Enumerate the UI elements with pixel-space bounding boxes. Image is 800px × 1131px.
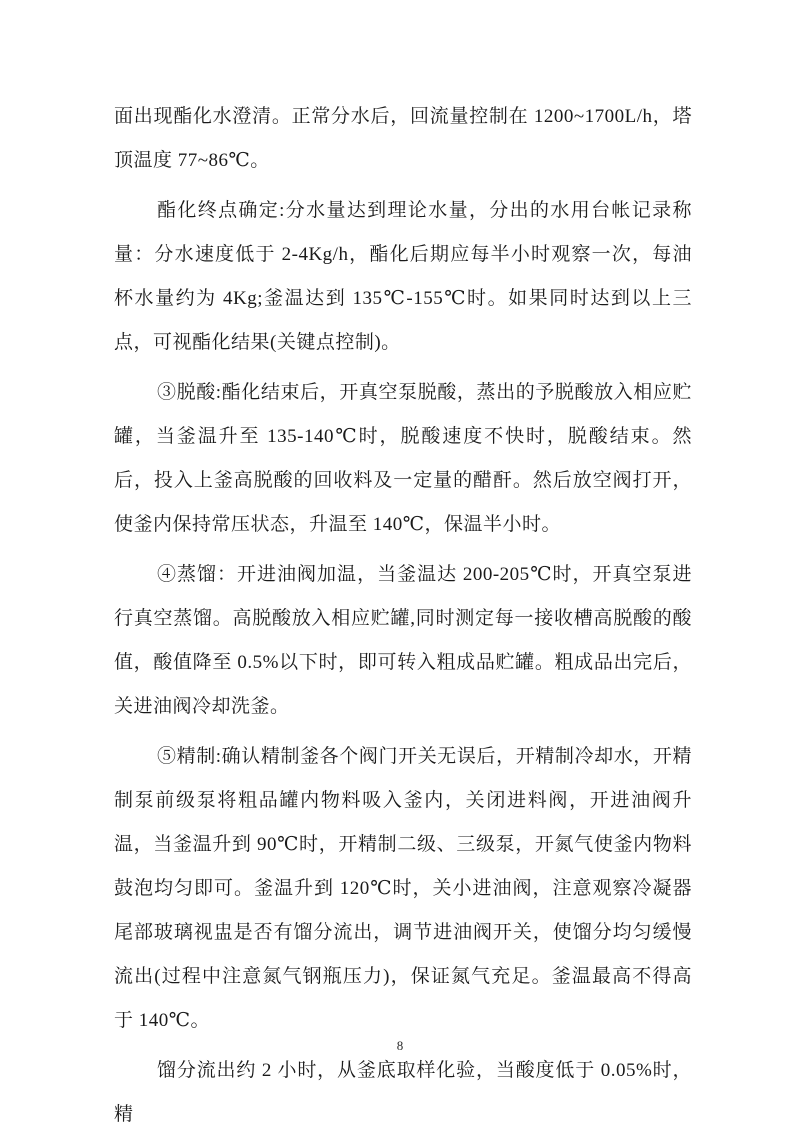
paragraph-fraction-outflow: 馏分流出约 2 小时，从釜底取样化验，当酸度低于 0.05%时，精 xyxy=(114,1060,692,1125)
paragraph-continuation: 面出现酯化水澄清。正常分水后，回流量控制在 1200~1700L/h，塔顶温度 77~86℃。 xyxy=(114,106,692,171)
page-number: 8 xyxy=(396,1038,404,1053)
paragraph-step3-deacidification: ③脱酸:酯化结束后，开真空泵脱酸，蒸出的予脱酸放入相应贮罐，当釜温升至 135-140℃时，脱酸速度不快时，脱酸结束。然后，投入上釜高脱酸的回收料及一定量的醋酐。然后放空阀打开，使釜内保持常压状态，升温至 140℃，保温半小时。 xyxy=(114,382,692,535)
paragraph-step5-refining: ⑤精制:确认精制釜各个阀门开关无误后，开精制冷却水，开精制泵前级泵将粗品罐内物料吸入釜内，关闭进料阀，开进油阀升温，当釜温升到 90℃时，开精制二级、三级泵，开氮气使釜内物料鼓泡均匀即可。釜温升到 120℃时，关小进油阀，注意观察冷凝器尾部玻璃视盅是否有馏分流出，调节进油阀开关，使馏分均匀缓慢流出(过程中注意氮气钢瓶压力)，保证氮气充足。釜温最高不得高于 140℃。 xyxy=(114,746,692,1031)
page-footer xyxy=(0,1036,800,1056)
document-body xyxy=(114,95,692,1131)
paragraph-step4-distillation: ④蒸馏：开进油阀加温，当釜温达 200-205℃时，开真空泵进行真空蒸馏。高脱酸放入相应贮罐,同时测定每一接收槽高脱酸的酸值，酸值降至 0.5%以下时，即可转入粗成品贮罐。粗成品出完后，关进油阀冷却洗釜。 xyxy=(114,564,692,717)
paragraph-esterification-endpoint: 酯化终点确定:分水量达到理论水量，分出的水用台帐记录称量：分水速度低于 2-4Kg/h，酯化后期应每半小时观察一次，每油杯水量约为 4Kg;釜温达到 135℃-155℃时。如果同时达到以上三点，可视酯化结果(关键点控制)。 xyxy=(114,200,692,353)
